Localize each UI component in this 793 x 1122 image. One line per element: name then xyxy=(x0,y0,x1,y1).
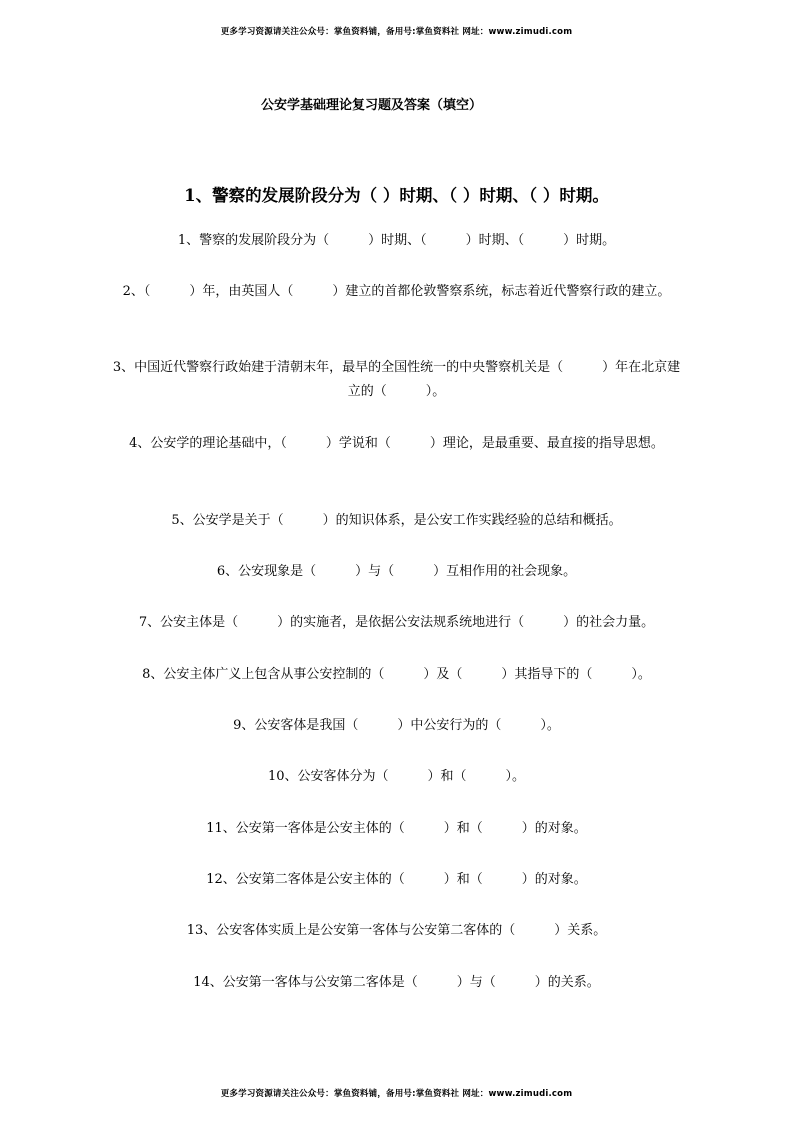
question-13: 13、公安客体实质上是公安第一客体与公安第二客体的（ ）关系。 xyxy=(186,923,607,938)
question-4: 4、公安学的理论基础中，（ ）学说和（ ）理论，是最重要、最直接的指导思想。 xyxy=(129,436,664,451)
question-2: 2、（ ）年，由英国人（ ）建立的首都伦敦警察系统，标志着近代警察行政的建立。 xyxy=(122,284,671,299)
question-7: 7、公安主体是（ ）的实施者，是依据公安法规系统地进行（ ）的社会力量。 xyxy=(138,615,655,630)
section-heading: 1、警察的发展阶段分为（ ）时期、（ ）时期、（ ）时期。 xyxy=(184,186,609,205)
question-6: 6、公安现象是（ ）与（ ）互相作用的社会现象。 xyxy=(216,564,577,579)
question-3: 3、中国近代警察行政始建于清朝末年，最早的全国性统一的中央警察机关是（ ）年在北京建立的（ ）。 xyxy=(112,360,681,399)
document-title: 公安学基础理论复习题及答案（填空） xyxy=(260,98,482,113)
page-header: 更多学习资源请关注公众号：掌鱼资料铺，备用号:掌鱼资料社 网址：www.zimudi.com xyxy=(220,27,573,37)
page-footer: 更多学习资源请关注公众号：掌鱼资料铺，备用号:掌鱼资料社 网址：www.zimudi.com xyxy=(220,1089,573,1099)
question-14: 14、公安第一客体与公安第二客体是（ ）与（ ）的关系。 xyxy=(193,975,600,990)
question-11: 11、公安第一客体是公安主体的（ ）和（ ）的对象。 xyxy=(206,821,587,836)
question-5: 5、公安学是关于（ ）的知识体系，是公安工作实践经验的总结和概括。 xyxy=(171,513,622,528)
question-8: 8、公安主体广义上包含从事公安控制的（ ）及（ ）其指导下的（ ）。 xyxy=(142,667,651,682)
question-10: 10、公安客体分为（ ）和（ ）。 xyxy=(267,769,526,784)
question-12: 12、公安第二客体是公安主体的（ ）和（ ）的对象。 xyxy=(206,872,587,887)
question-1: 1、警察的发展阶段分为（ ）时期、（ ）时期、（ ）时期。 xyxy=(177,233,616,248)
question-9: 9、公安客体是我国（ ）中公安行为的（ ）。 xyxy=(233,718,560,733)
